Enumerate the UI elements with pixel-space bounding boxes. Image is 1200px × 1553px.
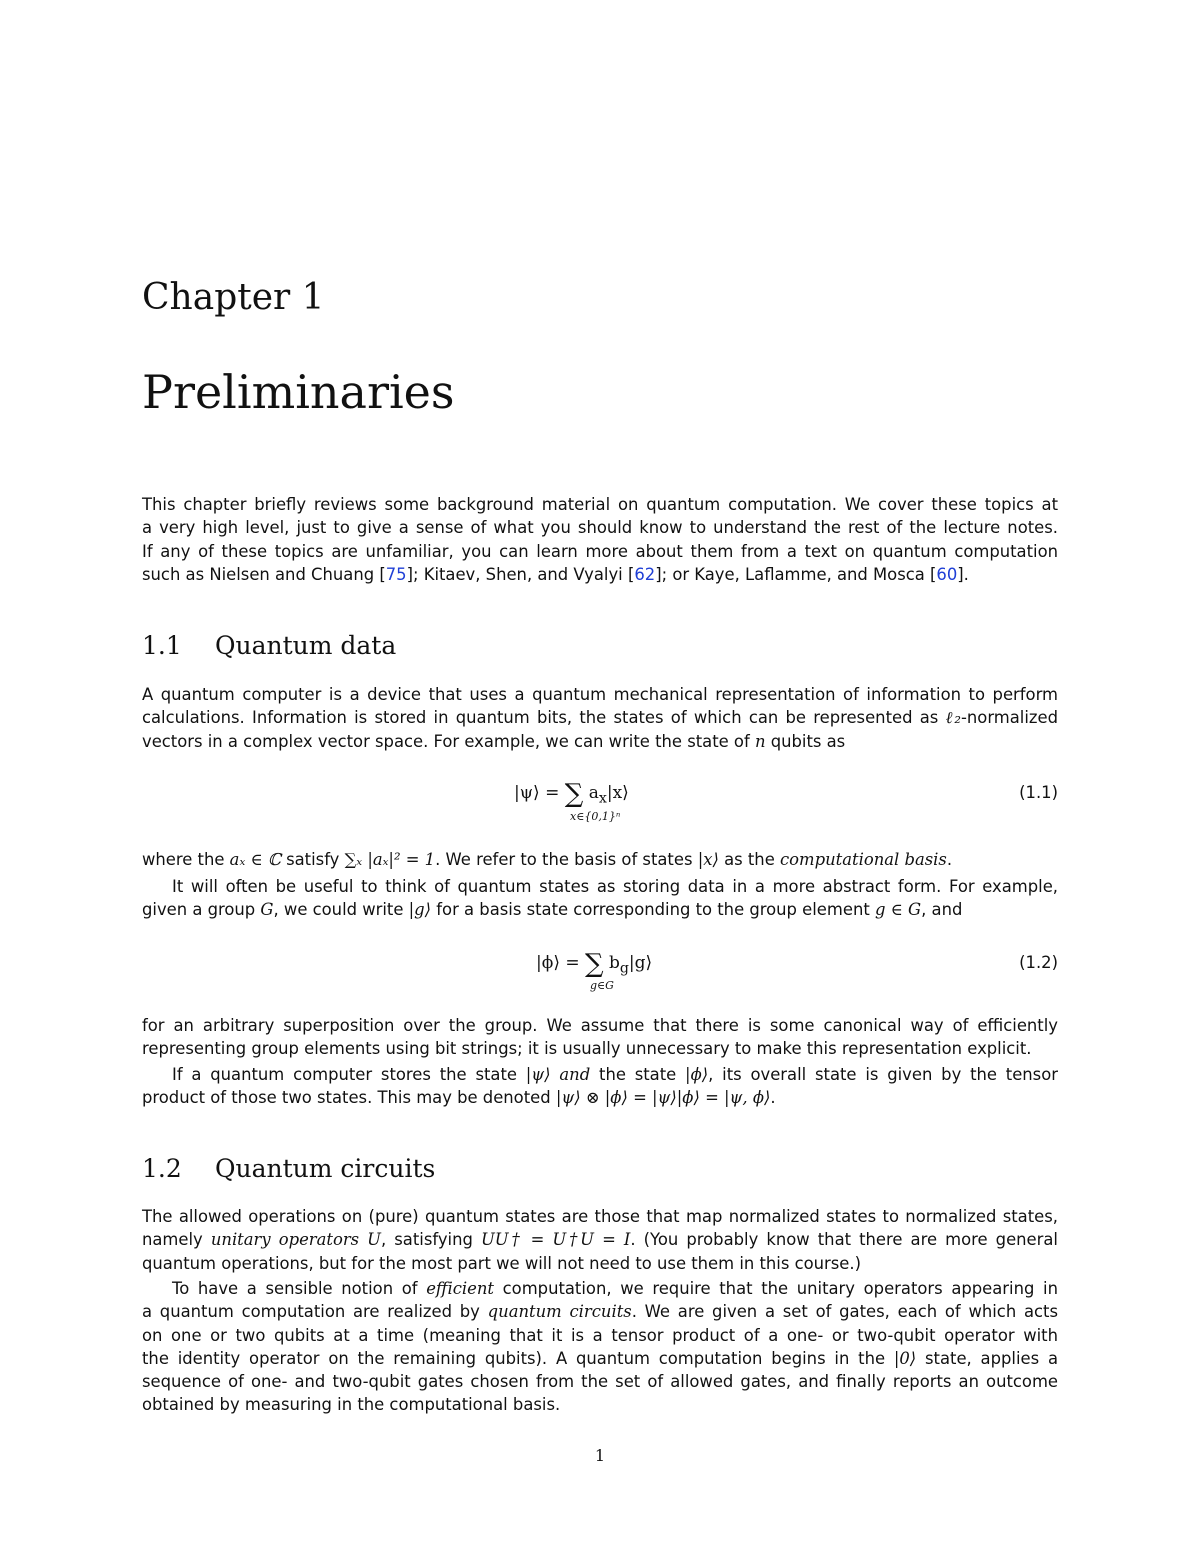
text-fragment: calculations. Information is stored in quantum bits, the states of which can be represented as	[142, 708, 946, 728]
text-line	[142, 1063, 1058, 1086]
text-line: obtained by measuring in the computational basis.	[142, 1395, 561, 1415]
text-line	[142, 1277, 1058, 1300]
text-line: a very high level, just to give a sense of what you should know to understand the rest of the lecture notes.	[142, 518, 1058, 538]
text-fragment: , we could write	[273, 900, 409, 920]
citation-link-75[interactable]: 75	[385, 564, 407, 584]
text-fragment: , satisfying	[380, 1230, 481, 1250]
math-inline: UU† = U†U = I	[480, 1230, 631, 1250]
equation-1-2	[142, 945, 1058, 1005]
equation-ket: |x⟩	[606, 783, 629, 803]
equation-term: a	[583, 783, 599, 803]
math-inline: g ∈ G	[874, 900, 922, 920]
text-fragment: -normalized	[961, 708, 1058, 728]
text-fragment: satisfy	[280, 850, 345, 869]
text-line	[142, 1228, 1058, 1251]
quantum-data-paragraph	[142, 683, 1058, 753]
citation-link-62[interactable]: 62	[634, 564, 656, 584]
equation-term: b	[603, 953, 620, 973]
math-inline: |ψ⟩	[525, 1065, 551, 1084]
text-fragment: ]; Kitaev, Shen, and Vyalyi [	[406, 564, 635, 584]
math-inline: ℓ₂	[945, 708, 961, 728]
emphasis-text: efficient	[426, 1279, 495, 1298]
basis-paragraph	[142, 848, 1058, 871]
circuit-paragraph	[142, 1277, 1058, 1417]
text-fragment: a quantum computation are realized by	[142, 1302, 488, 1322]
text-fragment: state, applies a	[916, 1348, 1058, 1368]
abstract-form-paragraph	[142, 875, 1058, 922]
text-line	[142, 706, 1058, 729]
text-fragment: If a quantum computer stores the state	[172, 1065, 526, 1084]
text-line: representing group elements using bit strings; it is usually unnecessary to make this representation explicit.	[142, 1039, 1032, 1059]
text-fragment: computation, we require that the unitary operators appearing in	[494, 1279, 1058, 1298]
text-fragment: given a group	[142, 900, 261, 920]
math-inline: G	[260, 900, 274, 920]
text-fragment: ]; or Kaye, Laflamme, and Mosca [	[655, 564, 937, 584]
equation-expression	[514, 781, 629, 807]
text-line	[142, 563, 1058, 586]
section-number: 1.2	[142, 1154, 182, 1183]
text-line	[142, 1086, 1058, 1109]
emphasis-text: unitary operators U	[210, 1230, 381, 1250]
text-fragment: , and	[921, 900, 963, 920]
page-number: 1	[594, 1446, 606, 1465]
equation-lhs: |ϕ⟩ =	[536, 953, 585, 973]
equation-subscript: g	[619, 960, 629, 977]
text-line	[142, 1347, 1058, 1370]
math-inline: |ψ⟩ ⊗ |ϕ⟩ = |ψ⟩|ϕ⟩ = |ψ, ϕ⟩	[555, 1088, 771, 1108]
sum-symbol: ∑	[585, 949, 604, 979]
math-inline: |0⟩	[893, 1348, 917, 1368]
equation-expression	[536, 951, 652, 977]
text-line	[142, 848, 1058, 871]
text-fragment: ].	[957, 564, 969, 584]
text-fragment: . We refer to the basis of states	[435, 850, 698, 869]
equation-number: (1.2)	[1019, 953, 1058, 972]
chapter-label: Chapter 1	[142, 277, 325, 318]
math-inline: n	[754, 731, 766, 751]
section-heading-quantum-data	[142, 630, 396, 662]
text-line: It will often be useful to think of quantum states as storing data in a more abstract form. For example,	[172, 877, 1058, 896]
text-line: quantum operations, but for the most part we will not need to use them in this course.)	[142, 1253, 861, 1273]
math-inline: ∑ₓ |aₓ|² = 1	[344, 850, 436, 869]
text-line: sequence of one- and two-qubit gates chosen from the set of allowed gates, and finally reports an outcome	[142, 1372, 1058, 1392]
text-line: for an arbitrary superposition over the group. We assume that there is some canonical way of efficiently	[142, 1016, 1058, 1035]
section-title: Quantum circuits	[215, 1154, 436, 1183]
text-fragment: vectors in a complex vector space. For example, we can write the state of	[142, 731, 755, 751]
text-line: A quantum computer is a device that uses a quantum mechanical representation of information to perform	[142, 685, 1058, 704]
emphasis-text: and	[550, 1065, 591, 1084]
text-line: on one or two qubits at a time (meaning that it is a tensor product of a one- or two-qubit operator with	[142, 1325, 1058, 1345]
sum-index: x∈{0,1}ⁿ	[570, 810, 621, 823]
text-fragment: where the	[142, 850, 230, 869]
text-line: The allowed operations on (pure) quantum states are those that map normalized states to normalized states,	[142, 1207, 1058, 1226]
math-inline: |g⟩	[408, 900, 432, 920]
text-fragment: product of those two states. This may be denoted	[142, 1088, 556, 1108]
equation-1-1	[142, 775, 1058, 835]
superposition-paragraph	[142, 1014, 1058, 1061]
section-title: Quantum data	[215, 631, 397, 660]
math-inline: aₓ ∈ ℂ	[229, 850, 281, 869]
text-fragment: .	[770, 1088, 776, 1108]
equation-subscript: x	[598, 790, 607, 807]
citation-link-60[interactable]: 60	[936, 564, 958, 584]
text-fragment: such as Nielsen and Chuang [	[142, 564, 386, 584]
emphasis-text: computational basis	[780, 850, 947, 869]
math-inline: |ϕ⟩	[685, 1065, 709, 1084]
text-fragment: the state	[590, 1065, 686, 1084]
math-inline: |x⟩	[697, 850, 719, 869]
text-fragment: , its overall state is given by the tensor	[708, 1065, 1058, 1084]
text-fragment: for a basis state corresponding to the group element	[431, 900, 875, 920]
text-line	[142, 1300, 1058, 1323]
sum-index: g∈G	[590, 979, 614, 992]
text-fragment: namely	[142, 1230, 211, 1250]
text-fragment: as the	[718, 850, 780, 869]
text-fragment: To have a sensible notion of	[172, 1279, 427, 1298]
equation-number: (1.1)	[1019, 783, 1058, 802]
sum-symbol: ∑	[564, 779, 584, 809]
emphasis-text: quantum circuits	[487, 1302, 632, 1322]
section-number: 1.1	[142, 631, 182, 660]
section-heading-quantum-circuits	[142, 1153, 435, 1185]
text-line	[142, 898, 1058, 921]
chapter-title: Preliminaries	[142, 365, 455, 419]
tensor-product-paragraph	[142, 1063, 1058, 1110]
text-fragment: . (You probably know that there are more general	[630, 1230, 1058, 1250]
text-fragment: the identity operator on the remaining qubits). A quantum computation begins in the	[142, 1348, 894, 1368]
text-fragment: qubits as	[765, 731, 846, 751]
unitary-paragraph	[142, 1205, 1058, 1275]
text-line: If any of these topics are unfamiliar, you can learn more about them from a text on quantum computation	[142, 541, 1058, 561]
text-line	[142, 730, 1058, 753]
text-line: This chapter briefly reviews some background material on quantum computation. We cover these topics at	[142, 495, 1058, 514]
text-fragment: . We are given a set of gates, each of which acts	[631, 1302, 1058, 1322]
text-fragment: .	[946, 850, 953, 869]
equation-ket: |g⟩	[628, 953, 653, 973]
intro-paragraph	[142, 493, 1058, 586]
equation-lhs: |ψ⟩ =	[514, 783, 565, 803]
